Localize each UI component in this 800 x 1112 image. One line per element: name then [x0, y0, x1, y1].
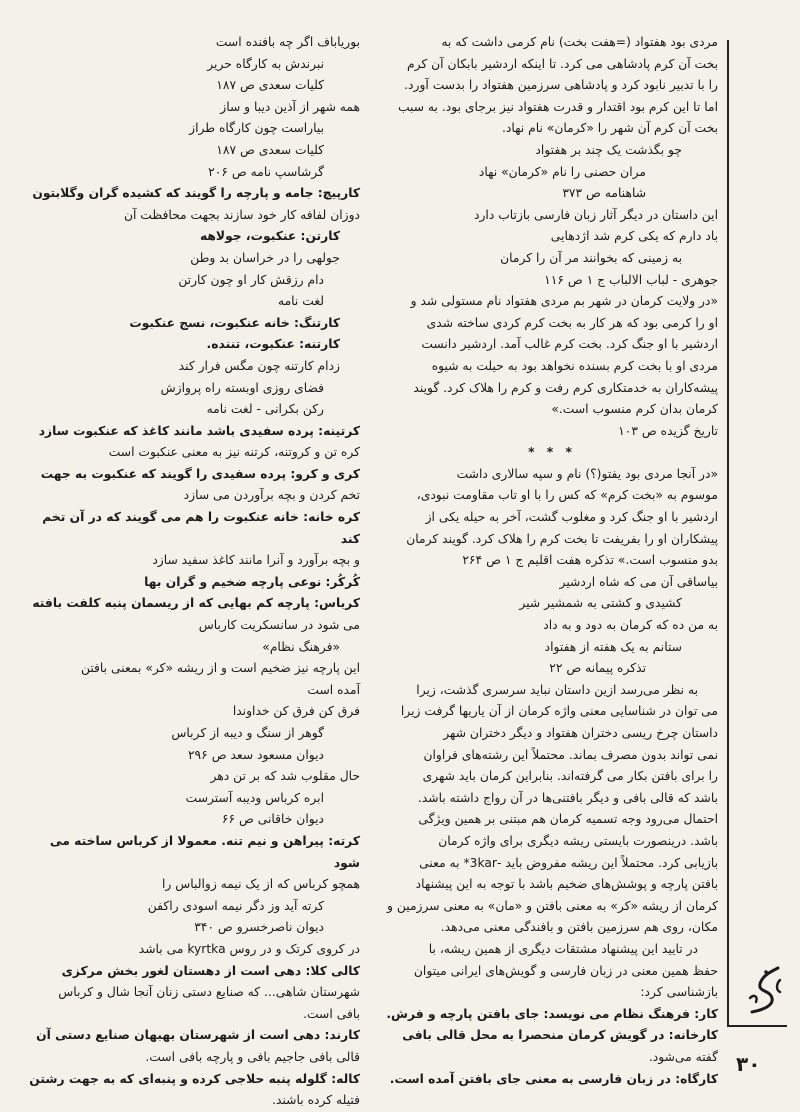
definition-entry: کار: فرهنگ نظام می نویسد: جای بافتن پارچه و فرش. [386, 1006, 718, 1021]
text-line: بخت آن کرم آن شهر را «کرمان» نام نهاد. [501, 121, 718, 136]
text-line: قالی بافی جاجیم بافی و پارچه بافی است. [145, 1049, 360, 1064]
verse-line: دام رزقش کار او چون کارتن [178, 272, 324, 287]
text-line: باشد که قالی بافی و دیگر بافتنی‌ها در آن رواج داشته باشد. [417, 790, 718, 805]
text-line: می توان در شناسایی معنی واژه کرمان از آن یاریها گرفت زیرا [400, 704, 718, 719]
text-line: بازیابی کرد. محتملاً این ریشه مفروض باید -3kar* به معنی [419, 855, 718, 870]
definition-entry: کاله: گلوله پنبه حلاجی کرده و پنبه‌ای که به جهت رشتن [29, 1071, 360, 1086]
definition-entry: کارتن: عنکبوت، جولاهه [199, 229, 340, 244]
definition-entry: کارتنه: عنکبوت، تننده. [206, 337, 340, 352]
verse-line: ابره کرباس ودیبه آسترست [185, 790, 324, 805]
citation: رکن بکرانی - لغت نامه [206, 402, 324, 417]
verse-line: جولهی را در خراسان بد وطن [190, 250, 340, 265]
text-line: او را کرمی بود که هر کار به بخت کرم کردی ساخته شدی [426, 315, 718, 330]
verse-line: حال مقلوب شد که بر تن دهر [210, 769, 360, 784]
verse-line: زدام کارتنه چون مگس فرار کند [178, 358, 340, 373]
text-line: می شود در سانسکریت کارباس [198, 618, 360, 633]
text-line: بازشناسی کرد: [640, 985, 718, 1000]
citation: لغت نامه [277, 294, 324, 309]
text-line: فتیله کرده باشند. [272, 1093, 360, 1108]
rule-base [727, 1025, 787, 1027]
text-line: حفظ همین معنی در زبان فارسی و گویش‌های ایرانی میتوان [413, 963, 718, 978]
text-line: «در آنجا مردی بود یفتو(؟) نام و سپه سالاری داشت [456, 466, 718, 481]
verse-line: گوهر از سنگ و دیبه از کرباس [171, 726, 324, 740]
text-line: به نظر می‌رسد ازین داستان نباید سرسری گذشت، زیرا [416, 682, 698, 697]
verse-line: همچو کرباس که از یک نیمه زوالباس را [162, 877, 360, 892]
text-line: کرمان بدان کرم منسوب است.» [551, 402, 718, 417]
definition-entry: کارپیچ: جامه و پارچه را گویند که کشیده گران وگلابتون [32, 186, 360, 201]
verse-line: بیاساقی آن می که شاه اردشیر [559, 574, 718, 589]
text-line: پیشه‌کاران به خدمتکاری کرم رفت و کرم را هلاک کرد. گویند [413, 380, 718, 395]
citation: کلیات سعدی ص ۱۸۷ [216, 78, 324, 93]
text-line: بافی است. [303, 1006, 360, 1021]
text-line: اما تا این کرم بود اقتدار و قدرت هفتواد نیز برجای بود. به سبب [397, 99, 718, 114]
verse-line: نبرندش به کارگاه حریر [207, 56, 324, 71]
definition-entry: کُرکُر: نوعی پارچه ضخیم و گران بها [144, 574, 360, 589]
definition-entry: کارند: دهی است از شهرستان بهبهان صنایع دستی آن [36, 1028, 360, 1043]
verse-line: بوریاباف اگر چه بافنده است [215, 35, 360, 49]
verse-line: کشیدی و کشتی به شمشیر شیر [519, 596, 682, 611]
text-line: در تایید این پیشنهاد مشتقات دیگری از همین ریشه، با [428, 941, 698, 956]
citation: دیوان خاقانی ص ۶۶ [221, 812, 324, 827]
right-text-column [386, 32, 718, 1086]
verse-line: فرق کن فرق کن خداوندا [232, 704, 360, 719]
text-line: کرمان از ریشه «کر» به معنی بافتن و «مان» به معنی سرزمین و [387, 898, 718, 913]
verse-line: به من ده که کرمان به دود و به داد [543, 618, 718, 633]
text-line: داستان چرخ ریسی دختران هفتواد و دیگر دختران شهر [443, 726, 718, 740]
citation: جوهری - لباب الالباب ج ۱ ص ۱۱۶ [544, 272, 718, 287]
kerman-logo [740, 960, 790, 1020]
text-line: کره تن و کروتنه، کرتنه نیز به معنی عنکبوت است [108, 445, 360, 460]
verse-line: ستانم به یک هفته از هفتواد [544, 639, 682, 654]
text-line: گفته می‌شود. [648, 1049, 718, 1064]
text-line: آمده است [307, 682, 360, 697]
text-line: این پارچه نیز ضخیم است و از ریشه «کر» بمعنی بافتن [80, 661, 360, 676]
citation: «فرهنگ نظام» [262, 639, 340, 654]
definition-entry: کرباس: پارچه کم بهایی که از ریسمان پنبه کلفت بافته [32, 596, 360, 611]
text-line: نمی تواند بدون مصرف بماند. محتملاً این رشته‌های فراوان [423, 747, 718, 762]
vertical-rule [727, 40, 729, 1025]
citation: کلیات سعدی ص ۱۸۷ [216, 142, 324, 157]
text-line: موسوم به «بخت کرم» که کس را با او تاب مقاومت نبودی، [416, 488, 718, 503]
definition-entry: کرتینه: پرده سفیدی باشد مانند کاغذ که عنکبوت سازد [38, 423, 360, 438]
text-line: بدو منسوب است.» تذکره هفت اقلیم ج ۱ ص ۲۶۴ [462, 553, 718, 568]
text-line: را با تدبیر نابود کرد و پادشاهی سرزمین هفتواد را بدست آورد. [404, 78, 718, 93]
text-line: را برای بافتن بکار می گرفته‌اند. بنابراین کرمان باید شهری [422, 769, 718, 784]
citation: دیوان ناصرخسرو ص ۳۴۰ [194, 920, 324, 935]
text-line: اردشیر با او جنگ کرد. بخت کرم غالب آمد. اردشیر دانست [421, 337, 718, 352]
text-line: پیشکاران او را بفریفت تا بخت کرم را هلاک کرد. گویند کرمان [406, 531, 718, 546]
page-number: ۳۰ [736, 1052, 761, 1076]
text-line: اردشیر با او جنگ کرد و مغلوب گشت، آخر به حیله یکی از [425, 510, 718, 525]
definition-entry: کره خانه: خانه عنکبوت را هم می گویند که در آن تخم کند [42, 510, 360, 546]
text-line: بافتن پارچه و پوشش‌های ضخیم باشد با توجه به این پیشنهاد [415, 877, 718, 892]
text-line: مکان، روی هم سرزمین بافتن و بافندگی معنی می‌دهد. [440, 920, 718, 935]
definition-entry: کالی کلا: دهی است از دهستان لغور بخش مرکزی [61, 963, 360, 978]
text-line: بخت آن کرم پادشاهی می کرد. تا اینکه اردشیر بابکان آن کرم [406, 56, 718, 71]
text-line: باشد. درینصورت بایستی ریشه دیگری برای واژه کرمان [438, 833, 718, 848]
verse-line: کرته آید وز دگر نیمه اسودی راکفن [147, 898, 324, 913]
text-line: «در ولایت کرمان در شهر بم مردی هفتواد نام مستولی شد و [410, 294, 718, 309]
verse-line: چو بگذشت یک چند بر هفتواد [535, 142, 682, 157]
text-line: و بچه برآورد و آنرا مانند کاغذ سفید سازد [152, 553, 360, 568]
text-line: مردی بود هفتواد (=هفت بخت) نام کرمی داشت که به [441, 35, 718, 49]
definition-entry: کارگاه: در زبان فارسی به معنی جای بافتن آمده است. [389, 1071, 718, 1086]
text-line: در کروی کرتک و در روس kyrtka می باشد [138, 941, 360, 956]
definition-entry: کرته: پیراهن و نیم تنه. معمولا از کرباس ساخته می شود [49, 833, 360, 870]
section-separator: * * * [528, 445, 576, 460]
definition-entry: کارتنگ: خانه عنکبوت، نسج عنکبوت [129, 315, 340, 330]
left-text-column [22, 32, 360, 1108]
text-line: احتمال می‌رود وجه تسمیه کرمان هم مبتنی بر همین ویژگی [418, 812, 718, 827]
citation: تاریخ گزیده ص ۱۰۳ [618, 423, 718, 438]
verse-line: بیاراست چون کارگاه طراز [189, 121, 324, 136]
verse-line: باد دارم که یکی کرم شد اژدهایی [550, 229, 718, 244]
verse-line: به زمینی که بخوانند مر آن را کرمان [500, 250, 682, 265]
text-line: دوزان لفافه کار خود سازند بجهت محافظت آن [123, 207, 360, 222]
citation: گرشاسپ نامه ص ۲۰۶ [208, 164, 324, 179]
verse-line: فضای روزی اوبسته راه پروازش [160, 380, 324, 395]
definition-entry: کارخانه: در گویش کرمان منحصرا به محل قالی بافی [402, 1028, 718, 1043]
text-line: این داستان در دیگر آثار زبان فارسی بازتاب دارد [474, 207, 718, 222]
text-line: مردی او با بخت کرم بسنده نخواهد بود به حیلت به شیوه [431, 358, 718, 373]
citation: دیوان مسعود سعد ص ۲۹۶ [187, 747, 324, 762]
citation: شاهنامه ص ۳۷۳ [562, 186, 646, 201]
definition-entry: کری و کرو: پرده سفیدی را گویند که عنکبوت به جهت [40, 466, 360, 481]
text-line: تخم کردن و بچه برآوردن می سازد [183, 488, 360, 503]
verse-line: مران حصنی را نام «کرمان» نهاد [478, 164, 646, 179]
verse-line: همه شهر از آذین دیبا و ساز [220, 99, 360, 114]
text-line: شهرستان شاهی... که صنایع دستی زنان آنجا شال و کرباس [58, 985, 360, 1000]
citation: تذکره پیمانه ص ۲۲ [549, 661, 646, 676]
